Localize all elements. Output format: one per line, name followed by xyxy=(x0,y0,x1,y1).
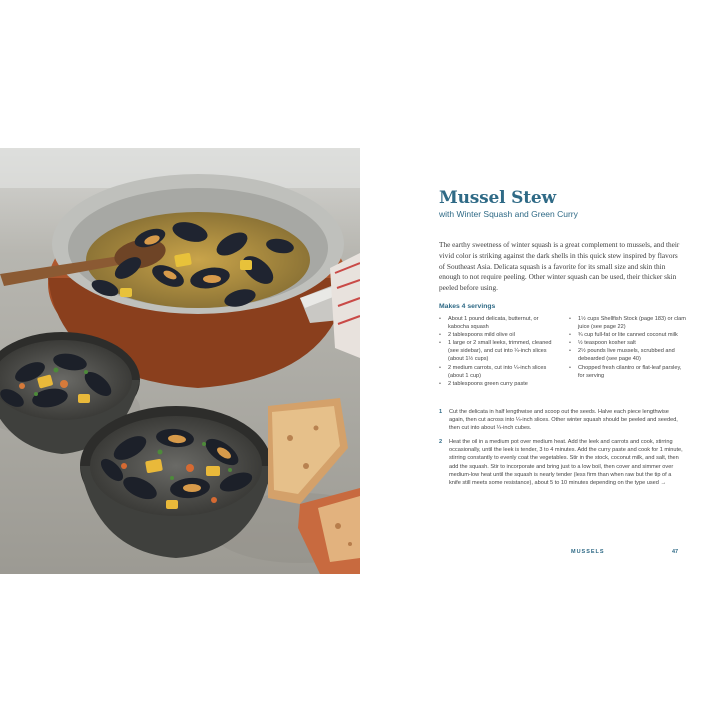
step-text: Cut the delicata in half lengthwise and scoop out the seeds. Halve each piece lengthwise again, then cut across into ¼-inch slices. Other winter squash should be peeled and seeded, then cut into about ¼-inch cubes. xyxy=(449,409,678,432)
food-photo xyxy=(0,148,360,574)
step-number: 1 xyxy=(439,409,443,415)
recipe-intro: The earthy sweetness of winter squash is a great complement to mussels, and their vivid color is striking against the dark shells in this quick stew inspired by flavors of Southeast Asia. Delicata squash is a favorite for its small size and skin thin enough to not require peeling. Other winter squash can be used, their thicker skin peeled before using. xyxy=(439,240,680,293)
recipe-subtitle: with Winter Squash and Green Curry xyxy=(439,209,578,219)
ingredient-item: • Chopped fresh cilantro or flat-leaf parsley, for serving xyxy=(569,364,687,380)
ingredient-item: • 2 tablespoons mild olive oil xyxy=(439,331,557,339)
ingredient-item: • 2 tablespoons green curry paste xyxy=(439,380,557,388)
ingredient-item: • 1 large or 2 small leeks, trimmed, cleaned (see sidebar), and cut into ¼-inch slices (about 1½ cups) xyxy=(439,339,557,363)
ingredient-item: • 2 medium carrots, cut into ¼-inch slices (about 1 cup) xyxy=(439,364,557,380)
running-footer-section: MUSSELS xyxy=(571,549,605,555)
method-step xyxy=(439,408,683,432)
ingredient-item: • 1½ cups Shellfish Stock (page 183) or clam juice (see page 22) xyxy=(569,315,687,331)
recipe-title: Mussel Stew xyxy=(439,188,556,208)
page-number: 47 xyxy=(672,549,679,555)
step-text: Heat the oil in a medium pot over medium heat. Add the leek and carrots and cook, stirring occasionally, until the leek is tender, 3 to 4 minutes. Add the curry paste and cook for 1 minute, stirring constantly to evenly coat the vegetables. Stir in the stock, coconut milk, and salt, then add the squash. Stir to incorporate and bring just to a low boil, then cover and simmer over medium-low heat until the squash is nearly tender (less firm than when raw but the tip of a knife still meets some resistance), about 5 to 10 minutes depending on the type used → xyxy=(449,439,683,486)
method-step xyxy=(439,438,683,487)
mussel-stew-illustration xyxy=(0,148,360,574)
method-steps xyxy=(439,408,683,493)
ingredient-item: • 2½ pounds live mussels, scrubbed and debearded (see page 40) xyxy=(569,347,687,363)
ingredient-item: • ¾ cup full-fat or lite canned coconut milk xyxy=(569,331,687,339)
servings-heading: Makes 4 servings xyxy=(439,303,496,310)
ingredients-list-right xyxy=(569,315,687,380)
ingredient-item: • About 1 pound delicata, butternut, or kabocha squash xyxy=(439,315,557,331)
step-number: 2 xyxy=(439,439,443,446)
ingredients-list-left xyxy=(439,315,557,388)
ingredient-item: • ½ teaspoon kosher salt xyxy=(569,339,687,347)
